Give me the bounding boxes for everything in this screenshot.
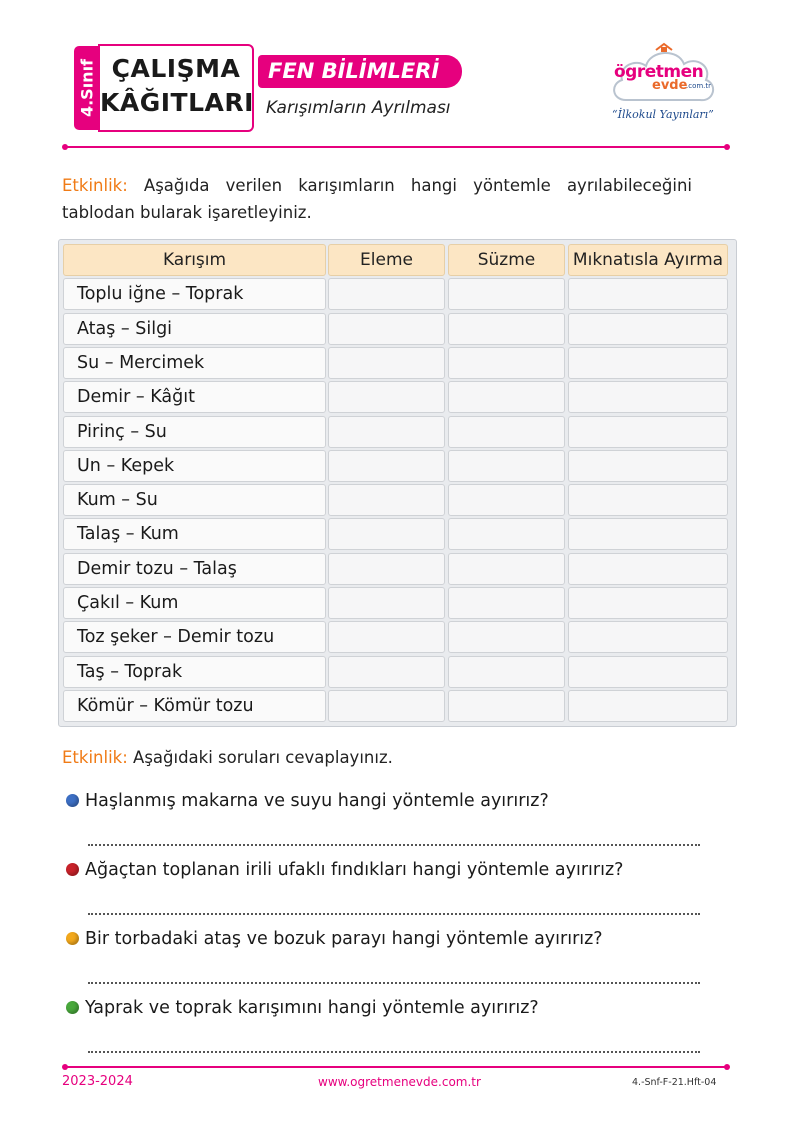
logo-tagline: “İlkokul Yayınları” bbox=[612, 108, 714, 121]
answer-cell-eleme[interactable] bbox=[328, 347, 445, 379]
answer-cell-eleme[interactable] bbox=[328, 621, 445, 653]
logo-domain: .com.tr bbox=[686, 82, 712, 90]
question-text: Haşlanmış makarna ve suyu hangi yöntemle ayırırız? bbox=[85, 791, 549, 811]
publisher-logo bbox=[608, 42, 720, 128]
table-header-0: Karışım bbox=[63, 244, 326, 276]
answer-line-2[interactable] bbox=[88, 911, 700, 915]
answer-cell-suzme[interactable] bbox=[448, 621, 565, 653]
table-header-3: Mıknatısla Ayırma bbox=[568, 244, 728, 276]
answer-cell-eleme[interactable] bbox=[328, 484, 445, 516]
activity2-instruction bbox=[62, 748, 393, 767]
title-line-2: KÂĞITLARI bbox=[100, 88, 254, 117]
mixture-name-cell: Ataş – Silgi bbox=[63, 313, 326, 345]
answer-cell-suzme[interactable] bbox=[448, 416, 565, 448]
answer-cell-eleme[interactable] bbox=[328, 656, 445, 688]
topic-title: Karışımların Ayrılması bbox=[266, 98, 451, 118]
table-header-1: Eleme bbox=[328, 244, 445, 276]
mixture-name-cell: Su – Mercimek bbox=[63, 347, 326, 379]
answer-cell-miknatis[interactable] bbox=[568, 347, 728, 379]
answer-cell-suzme[interactable] bbox=[448, 278, 565, 310]
title-line-1: ÇALIŞMA bbox=[111, 54, 241, 83]
question-text: Bir torbadaki ataş ve bozuk parayı hangi yöntemle ayırırız? bbox=[85, 929, 603, 949]
question-text: Ağaçtan toplanan irili ufaklı fındıkları hangi yöntemle ayırırız? bbox=[85, 860, 624, 880]
answer-cell-suzme[interactable] bbox=[448, 587, 565, 619]
yellow-bullet-icon bbox=[66, 932, 79, 945]
footer-rule bbox=[66, 1066, 726, 1068]
answer-cell-miknatis[interactable] bbox=[568, 621, 728, 653]
question-2 bbox=[66, 860, 623, 880]
question-text: Yaprak ve toprak karışımını hangi yöntemle ayırırız? bbox=[85, 998, 539, 1018]
answer-cell-suzme[interactable] bbox=[448, 450, 565, 482]
grade-tab bbox=[74, 46, 100, 130]
answer-cell-suzme[interactable] bbox=[448, 347, 565, 379]
footer-dot-right bbox=[724, 1064, 730, 1070]
logo-word-2: evde bbox=[652, 78, 688, 93]
mixture-name-cell: Taş – Toprak bbox=[63, 656, 326, 688]
answer-cell-miknatis[interactable] bbox=[568, 416, 728, 448]
blue-bullet-icon bbox=[66, 794, 79, 807]
answer-cell-miknatis[interactable] bbox=[568, 278, 728, 310]
mixture-name-cell: Toz şeker – Demir tozu bbox=[63, 621, 326, 653]
green-bullet-icon bbox=[66, 1001, 79, 1014]
footer-year: 2023-2024 bbox=[62, 1074, 133, 1089]
mixture-name-cell: Kömür – Kömür tozu bbox=[63, 690, 326, 722]
answer-cell-eleme[interactable] bbox=[328, 416, 445, 448]
answer-cell-eleme[interactable] bbox=[328, 690, 445, 722]
mixture-name-cell: Kum – Su bbox=[63, 484, 326, 516]
mixture-name-cell: Demir tozu – Talaş bbox=[63, 553, 326, 585]
mixture-name-cell: Demir – Kâğıt bbox=[63, 381, 326, 413]
answer-cell-miknatis[interactable] bbox=[568, 313, 728, 345]
activity2-text: Aşağıdaki soruları cevaplayınız. bbox=[133, 748, 393, 767]
answer-cell-suzme[interactable] bbox=[448, 313, 565, 345]
mixture-name-cell: Un – Kepek bbox=[63, 450, 326, 482]
answer-line-1[interactable] bbox=[88, 842, 700, 846]
rule-dot-right bbox=[724, 144, 730, 150]
answer-cell-eleme[interactable] bbox=[328, 381, 445, 413]
answer-cell-eleme[interactable] bbox=[328, 587, 445, 619]
answer-line-3[interactable] bbox=[88, 980, 700, 984]
grade-label: 4.Sınıf bbox=[77, 58, 97, 118]
activity2-label: Etkinlik: bbox=[62, 748, 128, 767]
answer-cell-eleme[interactable] bbox=[328, 553, 445, 585]
answer-cell-eleme[interactable] bbox=[328, 278, 445, 310]
activity1-text: Aşağıda verilen karışımların hangi yöntemle ayrılabileceğini tablodan bularak işaretleyiniz. bbox=[62, 176, 692, 222]
question-1 bbox=[66, 791, 549, 811]
answer-cell-eleme[interactable] bbox=[328, 450, 445, 482]
mixture-name-cell: Pirinç – Su bbox=[63, 416, 326, 448]
answer-cell-miknatis[interactable] bbox=[568, 484, 728, 516]
answer-cell-miknatis[interactable] bbox=[568, 587, 728, 619]
footer-website[interactable]: www.ogretmenevde.com.tr bbox=[318, 1075, 481, 1089]
answer-cell-eleme[interactable] bbox=[328, 518, 445, 550]
activity1-instruction bbox=[62, 172, 692, 226]
answer-cell-suzme[interactable] bbox=[448, 518, 565, 550]
logo-word-1: ögretmen bbox=[614, 62, 704, 82]
header-rule bbox=[66, 146, 726, 148]
footer-code: 4.-Snf-F-21.Hft-04 bbox=[632, 1077, 717, 1088]
answer-cell-miknatis[interactable] bbox=[568, 518, 728, 550]
answer-cell-miknatis[interactable] bbox=[568, 450, 728, 482]
worksheet-title-box bbox=[98, 44, 254, 132]
mixture-name-cell: Çakıl – Kum bbox=[63, 587, 326, 619]
activity1-label: Etkinlik: bbox=[62, 176, 128, 195]
answer-line-4[interactable] bbox=[88, 1049, 700, 1053]
answer-cell-suzme[interactable] bbox=[448, 381, 565, 413]
answer-cell-miknatis[interactable] bbox=[568, 690, 728, 722]
subject-badge: FEN BİLİMLERİ bbox=[258, 55, 462, 88]
answer-cell-miknatis[interactable] bbox=[568, 656, 728, 688]
answer-cell-suzme[interactable] bbox=[448, 553, 565, 585]
answer-cell-miknatis[interactable] bbox=[568, 553, 728, 585]
table-header-2: Süzme bbox=[448, 244, 565, 276]
mixture-name-cell: Talaş – Kum bbox=[63, 518, 326, 550]
mixture-name-cell: Toplu iğne – Toprak bbox=[63, 278, 326, 310]
answer-cell-suzme[interactable] bbox=[448, 656, 565, 688]
answer-cell-suzme[interactable] bbox=[448, 484, 565, 516]
answer-cell-eleme[interactable] bbox=[328, 313, 445, 345]
answer-cell-miknatis[interactable] bbox=[568, 381, 728, 413]
question-4 bbox=[66, 998, 539, 1018]
red-bullet-icon bbox=[66, 863, 79, 876]
question-3 bbox=[66, 929, 603, 949]
answer-cell-suzme[interactable] bbox=[448, 690, 565, 722]
mixture-table bbox=[58, 239, 737, 727]
